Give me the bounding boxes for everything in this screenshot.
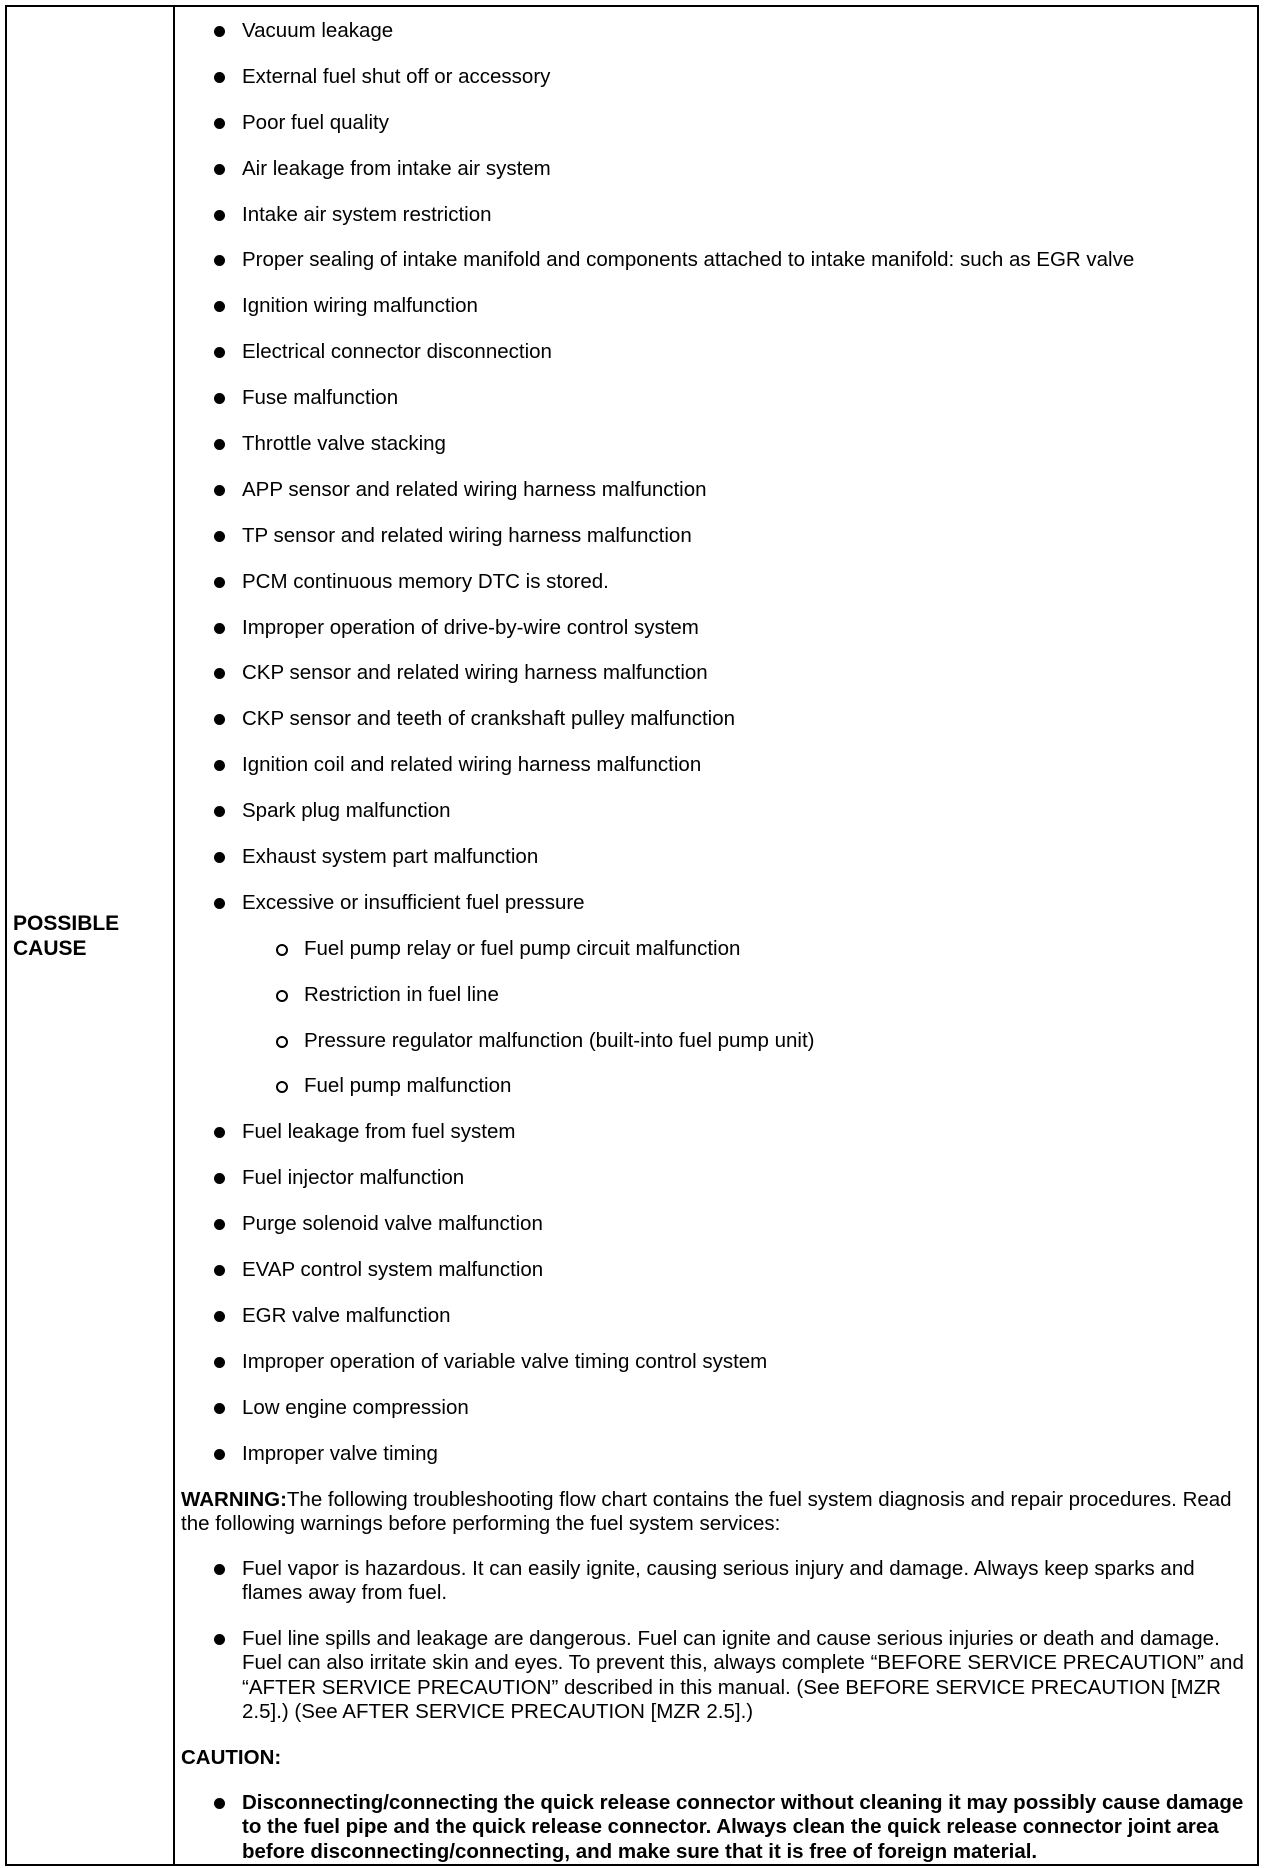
table-row <box>6 6 1258 1865</box>
bullet-icon <box>214 623 225 634</box>
list-item: Air leakage from intake air system <box>175 157 1257 181</box>
circle-bullet-icon <box>276 990 288 1002</box>
list-item: Excessive or insufficient fuel pressure <box>175 891 1257 915</box>
bullet-icon <box>214 72 225 83</box>
bullet-icon <box>214 806 225 817</box>
list-item: PCM continuous memory DTC is stored. <box>175 570 1257 594</box>
bullet-icon <box>214 347 225 358</box>
circle-bullet-icon <box>276 1036 288 1048</box>
list-item: Electrical connector disconnection <box>175 340 1257 364</box>
bullet-icon <box>214 1265 225 1276</box>
bullet-icon <box>214 1357 225 1368</box>
list-item: Spark plug malfunction <box>175 799 1257 823</box>
bullet-icon <box>214 1219 225 1230</box>
possible-cause-label: POSSIBLE CAUSE <box>13 911 120 960</box>
content-cell <box>174 6 1258 1865</box>
warning-item: Fuel line spills and leakage are dangerous. Fuel can ignite and cause serious injuries or death and damage. Fuel can also irritate skin and eyes. To prevent this, always complete “BEFORE SERVICE PRECAUTION” and “AFTER SERVICE PRECAUTION” described in this manual. (See BEFORE SERVICE PRECAUTION [MZR 2.5].) (See AFTER SERVICE PRECAUTION [MZR 2.5].) <box>175 1627 1257 1725</box>
bullet-icon <box>214 852 225 863</box>
list-item: TP sensor and related wiring harness malfunction <box>175 524 1257 548</box>
bullet-icon <box>214 668 225 679</box>
list-item: Poor fuel quality <box>175 111 1257 135</box>
bullet-icon <box>214 531 225 542</box>
bullet-icon <box>214 760 225 771</box>
list-item: Fuel injector malfunction <box>175 1166 1257 1190</box>
list-item: Ignition wiring malfunction <box>175 294 1257 318</box>
list-item: Purge solenoid valve malfunction <box>175 1212 1257 1236</box>
bullet-icon <box>214 714 225 725</box>
bullet-icon <box>214 118 225 129</box>
bullet-icon <box>214 1449 225 1460</box>
bullet-icon <box>214 255 225 266</box>
bullet-icon <box>214 1127 225 1138</box>
list-item: CKP sensor and teeth of crankshaft pulley malfunction <box>175 707 1257 731</box>
list-item: Improper valve timing <box>175 1442 1257 1466</box>
bullet-icon <box>214 577 225 588</box>
bullet-icon <box>214 1403 225 1414</box>
list-item: Exhaust system part malfunction <box>175 845 1257 869</box>
list-item: Low engine compression <box>175 1396 1257 1420</box>
bullet-icon <box>214 393 225 404</box>
bullet-icon <box>214 301 225 312</box>
list-item: Improper operation of variable valve timing control system <box>175 1350 1257 1374</box>
bullet-icon <box>214 1311 225 1322</box>
bullet-icon <box>214 164 225 175</box>
list-item: Vacuum leakage <box>175 19 1257 43</box>
list-item: Intake air system restriction <box>175 203 1257 227</box>
bullet-icon <box>214 1798 225 1809</box>
list-item: Proper sealing of intake manifold and components attached to intake manifold: such as EGR valve <box>175 248 1257 272</box>
circle-bullet-icon <box>276 944 288 956</box>
warning-text: The following troubleshooting flow chart contains the fuel system diagnosis and repair procedures. Read the following warnings before performing the fuel system services: <box>181 1487 1232 1535</box>
sub-list-item: Pressure regulator malfunction (built-into fuel pump unit) <box>175 1029 1257 1053</box>
bullet-icon <box>214 1564 225 1575</box>
label-cell <box>6 6 174 1865</box>
sub-list-item: Fuel pump malfunction <box>175 1074 1257 1098</box>
list-item: Ignition coil and related wiring harness malfunction <box>175 753 1257 777</box>
caution-label: CAUTION: <box>181 1745 282 1769</box>
bullet-icon <box>214 898 225 909</box>
sub-list-item: Restriction in fuel line <box>175 983 1257 1007</box>
cause-content <box>175 7 1257 1864</box>
bullet-icon <box>214 26 225 37</box>
bullet-icon <box>214 485 225 496</box>
bullet-icon <box>214 1634 225 1645</box>
bullet-icon <box>214 210 225 221</box>
circle-bullet-icon <box>276 1081 288 1093</box>
list-item: Fuel leakage from fuel system <box>175 1120 1257 1144</box>
warning-item: Fuel vapor is hazardous. It can easily ignite, causing serious injury and damage. Always keep sparks and flames away from fuel. <box>175 1557 1257 1606</box>
bullet-icon <box>214 439 225 450</box>
possible-cause-table <box>5 5 1259 1866</box>
list-item: APP sensor and related wiring harness malfunction <box>175 478 1257 502</box>
list-item: Improper operation of drive-by-wire control system <box>175 616 1257 640</box>
warning-paragraph <box>175 1488 1257 1536</box>
caution-item: Disconnecting/connecting the quick release connector without cleaning it may possibly cause damage to the fuel pipe and the quick release connector. Always clean the quick release connector joint area before disconnecting/connecting, and make sure that it is free of foreign material. <box>175 1791 1257 1865</box>
warning-label: WARNING: <box>181 1487 287 1511</box>
list-item: Throttle valve stacking <box>175 432 1257 456</box>
sub-list-item: Fuel pump relay or fuel pump circuit malfunction <box>175 937 1257 961</box>
list-item: External fuel shut off or accessory <box>175 65 1257 89</box>
bullet-icon <box>214 1173 225 1184</box>
list-item: Fuse malfunction <box>175 386 1257 410</box>
list-item: EGR valve malfunction <box>175 1304 1257 1328</box>
list-item: EVAP control system malfunction <box>175 1258 1257 1282</box>
list-item: CKP sensor and related wiring harness malfunction <box>175 661 1257 685</box>
